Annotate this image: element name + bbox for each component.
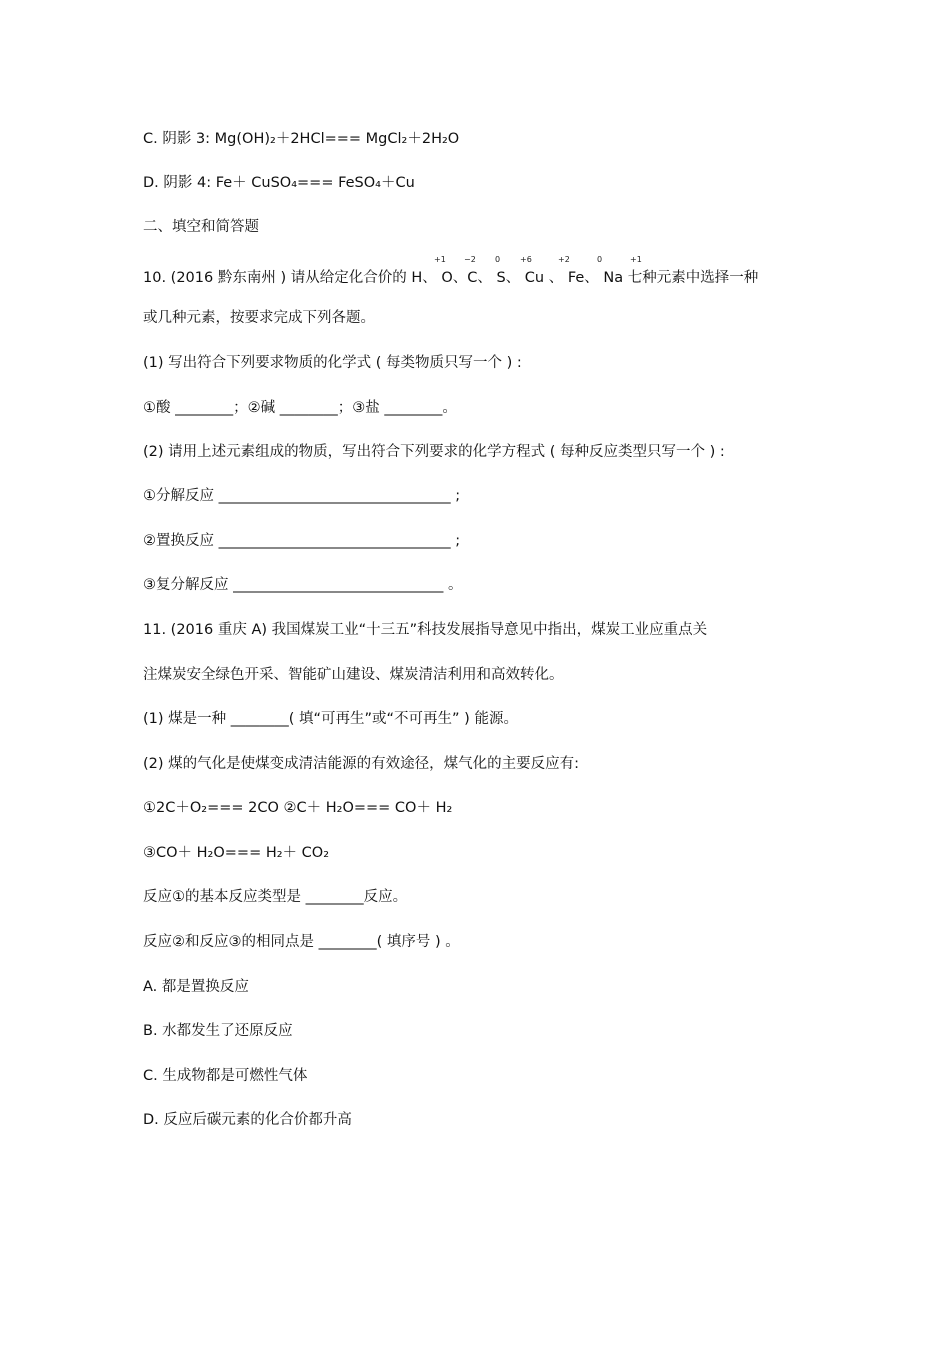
- q10-part2: (2) 请用上述元素组成的物质，写出符合下列要求的化学方程式 ( 每种反应类型只写一个 ) :: [143, 444, 725, 460]
- valence-o: −2: [464, 255, 476, 264]
- option-b: B. 水都发生了还原反应: [143, 1023, 293, 1039]
- valence-fe: 0: [597, 255, 603, 264]
- q11-part1: (1) 煤是一种 ________( 填“可再生”或“不可再生” ) 能源。: [143, 711, 518, 727]
- section-heading: 二、填空和简答题: [143, 219, 259, 235]
- q10-part2-decomposition: ①分解反应 ________________________________ ;: [143, 488, 461, 504]
- q11-reactions-1-2: ①2C＋O₂=== 2CO ②C＋ H₂O=== CO＋ H₂: [143, 800, 453, 816]
- q10-part1: (1) 写出符合下列要求物质的化学式 ( 每类物质只写一个 ) :: [143, 355, 522, 371]
- option-d: D. 反应后碳元素的化合价都升高: [143, 1112, 352, 1128]
- q11-reaction-3: ③CO＋ H₂O=== H₂＋ CO₂: [143, 845, 330, 861]
- q10-intro-cont: 或几种元素，按要求完成下列各题。: [143, 310, 375, 326]
- q10-part2-displacement: ②置换反应 ________________________________ ;: [143, 533, 461, 549]
- option-c-shadow-3: C. 阴影 3: Mg(OH)₂＋2HCl=== MgCl₂＋2H₂O: [143, 131, 460, 147]
- valence-h: +1: [434, 255, 446, 264]
- valence-c: 0: [495, 255, 501, 264]
- valence-na: +1: [630, 255, 642, 264]
- option-d-shadow-4: D. 阴影 4: Fe＋ CuSO₄=== FeSO₄＋Cu: [143, 175, 415, 191]
- q11-intro-cont: 注煤炭安全绿色开采、智能矿山建设、煤炭清洁利用和高效转化。: [143, 667, 564, 683]
- q10-part1-blanks: ①酸 ________；②碱 ________；③盐 ________。: [143, 400, 457, 416]
- q10-intro: 10. (2016 黔东南州 ) 请从给定化合价的 H、 O、C、 S、 Cu 、 Fe、 Na 七种元素中选择一种: [143, 270, 759, 286]
- option-a: A. 都是置换反应: [143, 979, 249, 995]
- q11-question-common: 反应②和反应③的相同点是 ________( 填序号 ) 。: [143, 934, 460, 950]
- q11-intro: 11. (2016 重庆 A) 我国煤炭工业“十三五”科技发展指导意见中指出，煤炭工业应重点关: [143, 622, 708, 638]
- q11-question-type: 反应①的基本反应类型是 ________反应。: [143, 889, 408, 905]
- valence-labels: [0, 255, 950, 267]
- valence-s: +6: [520, 255, 532, 264]
- valence-cu: +2: [558, 255, 570, 264]
- q10-part2-double-displacement: ③复分解反应 _____________________________ 。: [143, 577, 463, 593]
- q11-part2: (2) 煤的气化是使煤变成清洁能源的有效途径，煤气化的主要反应有:: [143, 756, 580, 772]
- option-c: C. 生成物都是可燃性气体: [143, 1068, 308, 1084]
